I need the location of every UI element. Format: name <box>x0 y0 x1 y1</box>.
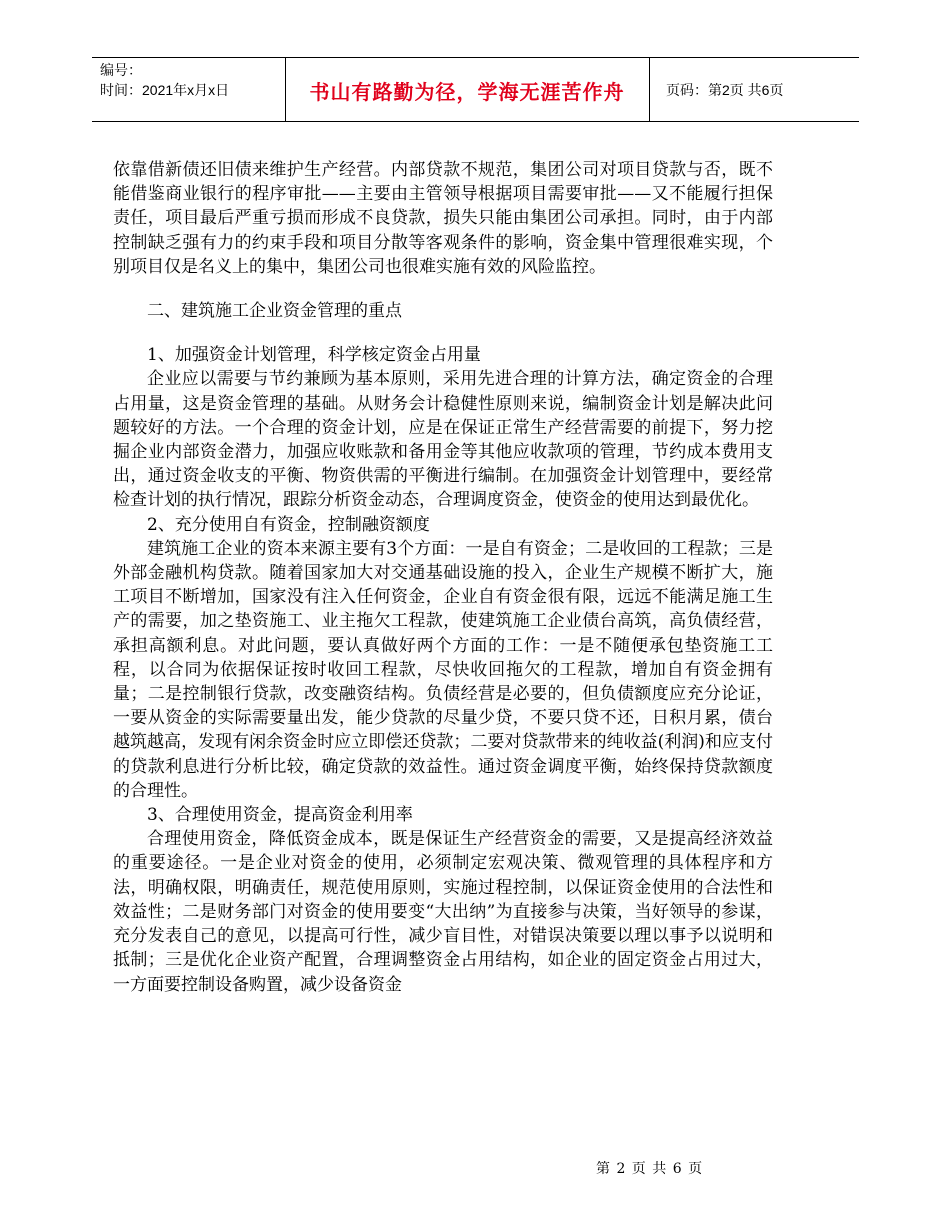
header-page-info: 页码：第2页 共6页 <box>666 82 784 98</box>
paragraph-1: 企业应以需要与节约兼顾为基本原则，采用先进合理的计算方法，确定资金的合理占用量，这是资金管理的基础。从财务会计稳健性原则来说，编制资金计划是解决此问题较好的方法。一个合理的资金计划，应是在保证正常生产经营需要的前提下，努力挖掘企业内部资金潜力，加强应收账款和备用金等其他应收款项的管理，节约成本费用支出，通过资金收支的平衡、物资供需的平衡进行编制。在加强资金计划管理中，要经常检查计划的执行情况，跟踪分析资金动态，合理调度资金，使资金的使用达到最优化。 <box>113 369 773 511</box>
header-motto: 书山有路勤为径，学海无涯苦作舟 <box>309 80 625 104</box>
page-footer: 第 2 页 共 6 页 <box>596 1161 704 1177</box>
document-body <box>113 158 773 997</box>
paragraph-3: 合理使用资金，降低资金成本，既是保证生产经营资金的需要，又是提高经济效益的重要途径。一是企业对资金的使用，必须制定宏观决策、微观管理的具体程序和方法，明确权限，明确责任，规范使用原则，实施过程控制，以保证资金使用的合法性和效益性；二是财务部门对资金的使用要变“大出纳”为直接参与决策，当好领导的参谋，充分发表自己的意见，以提高可行性，减少盲目性，对错误决策要以理以事予以说明和抵制；三是优化企业资产配置，合理调整资金占用结构，如企业的固定资金占用过大，一方面要控制设备购置，减少设备资金 <box>113 829 773 995</box>
number-label: 编号： <box>100 62 142 78</box>
paragraph-continued: 依靠借新债还旧债来维护生产经营。内部贷款不规范，集团公司对项目贷款与否，既不能借鉴商业银行的程序审批——主要由主管领导根据项目需要审批——又不能履行担保责任，项目最后严重亏损而形成不良贷款，损失只能由集团公司承担。同时，由于内部控制缺乏强有力的约束手段和项目分散等客观条件的影响，资金集中管理很难实现，个别项目仅是名义上的集中，集团公司也很难实施有效的风险监控。 <box>113 160 773 277</box>
header-meta <box>100 60 229 100</box>
section-heading: 二、建筑施工企业资金管理的重点 <box>147 301 402 322</box>
page-header <box>92 57 859 122</box>
subheading-2: 2、充分使用自有资金，控制融资额度 <box>147 514 430 535</box>
subheading-1: 1、加强资金计划管理，科学核定资金占用量 <box>147 345 481 366</box>
header-divider-right <box>649 58 650 121</box>
paragraph-2: 建筑施工企业的资本来源主要有3个方面：一是自有资金；二是收回的工程款；三是外部金融机构贷款。随着国家加大对交通基础设施的投入，企业生产规模不断扩大，施工项目不断增加，国家没有注入任何资金，企业自有资金很有限，远远不能满足施工生产的需要，加之垫资施工、业主拖欠工程款，使建筑施工企业债台高筑，高负债经营，承担高额利息。对此问题，要认真做好两个方面的工作：一是不随便承包垫资施工工程，以合同为依据保证按时收回工程款，尽快收回拖欠的工程款，增加自有资金拥有量；二是控制银行贷款，改变融资结构。负债经营是必要的，但负债额度应充分论证，一要从资金的实际需要量出发，能少贷款的尽量少贷，不要只贷不还，日积月累，债台越筑越高，发现有闲余资金时应立即偿还贷款；二要对贷款带来的纯收益(利润)和应支付的贷款利息进行分析比较，确定贷款的效益性。通过资金调度平衡，始终保持贷款额度的合理性。 <box>113 538 773 801</box>
subheading-3: 3、合理使用资金，提高资金利用率 <box>147 805 413 826</box>
time-label: 时间：2021年x月x日 <box>100 82 230 98</box>
